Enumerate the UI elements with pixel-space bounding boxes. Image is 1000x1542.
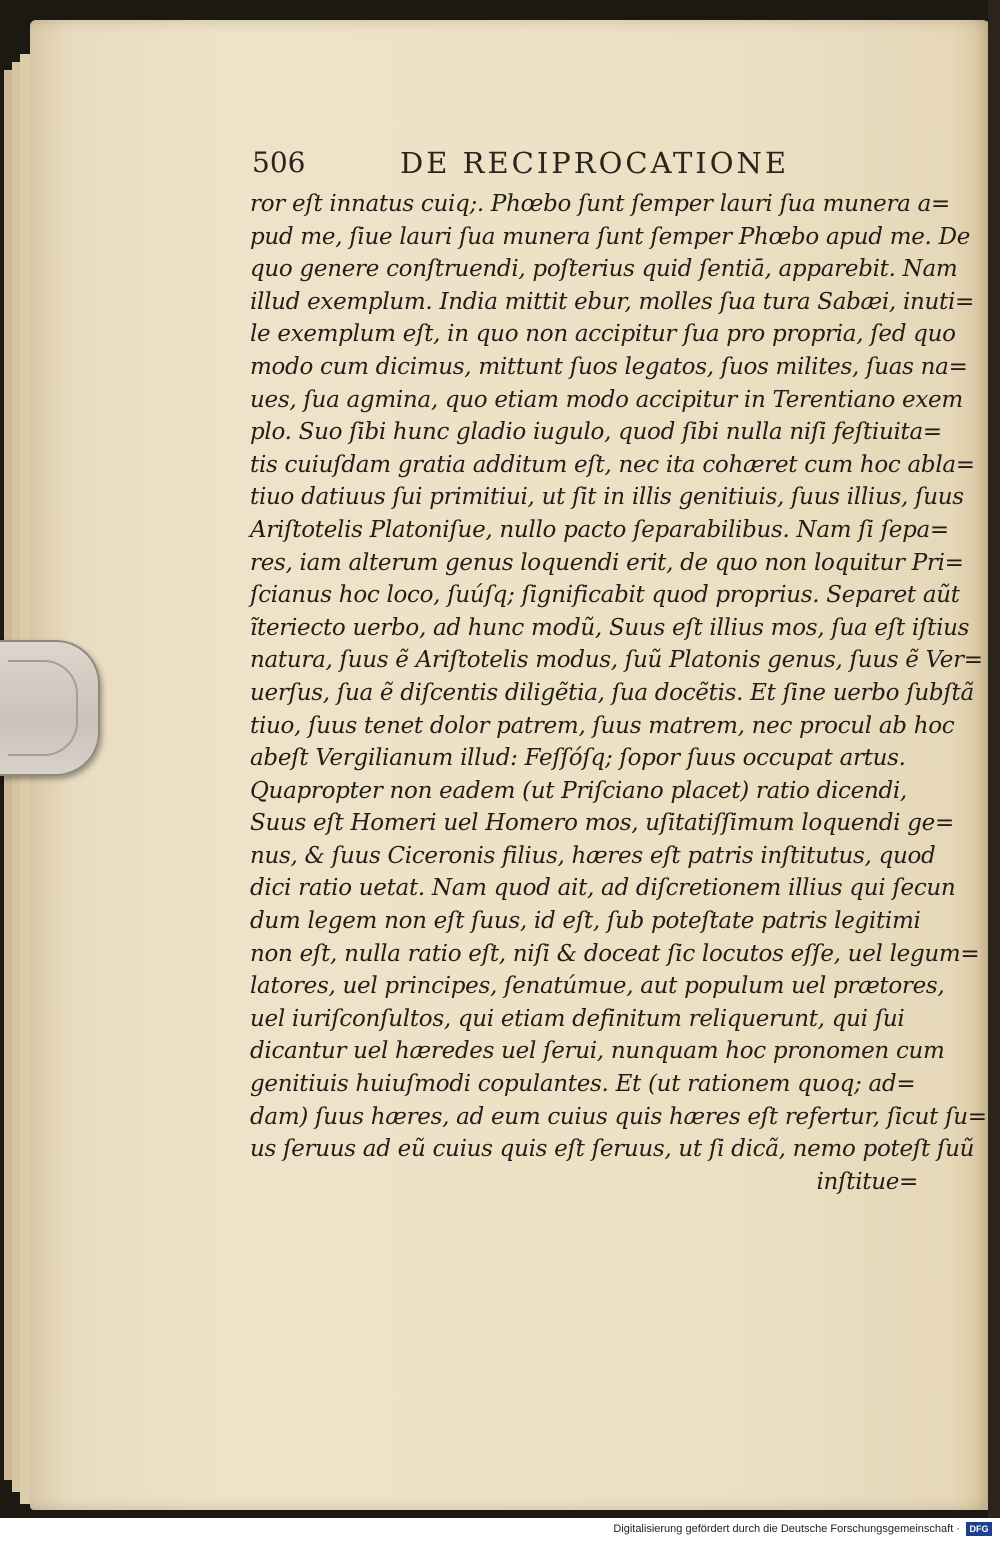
text-line: tis cuiuſdam gratia additum eſt, nec ita cohæret cum hoc abla= bbox=[250, 451, 975, 478]
text-line: uerſus, ſua ẽ diſcentis diligẽtia, ſua docẽtis. Et ſine uerbo ſubſtã bbox=[250, 679, 974, 706]
text-line: Suus eſt Homeri uel Homero mos, uſitatiſſimum loquendi ge= bbox=[250, 810, 954, 837]
text-line: latores, uel principes, ſenatúmue, aut populum uel prætores, bbox=[250, 973, 945, 1000]
text-line: natura, ſuus ẽ Ariſtotelis modus, ſuũ Platonis genus, ſuus ẽ Ver= bbox=[250, 647, 983, 674]
text-line: uel iuriſconſultos, qui etiam definitum reliquerunt, qui ſui bbox=[250, 1005, 905, 1032]
text-line: modo cum dicimus, mittunt ſuos legatos, ſuos milites, ſuas na= bbox=[250, 353, 968, 380]
text-line: tiuo, ſuus tenet dolor patrem, ſuus matrem, nec procul ab hoc bbox=[250, 712, 955, 739]
text-line: abeſt Vergilianum illud: Feſſóſq; ſopor ſuus occupat artus. bbox=[250, 745, 906, 772]
text-line: dici ratio uetat. Nam quod ait, ad diſcretionem illius qui ſecun bbox=[250, 875, 956, 902]
running-head: DE RECIPROCATIONE bbox=[400, 146, 790, 180]
text-line: non eſt, nulla ratio eſt, niſi & doceat ſic locutos eſſe, uel legum= bbox=[250, 940, 980, 967]
footer-bar bbox=[0, 1518, 1000, 1542]
text-line: dicantur uel hæredes uel ſerui, nunquam hoc pronomen cum bbox=[250, 1038, 945, 1065]
text-line: illud exemplum. India mittit ebur, molles ſua tura Sabæi, inuti= bbox=[250, 288, 974, 315]
page-clip bbox=[0, 640, 100, 776]
text-line: dam) ſuus hæres, ad eum cuius quis hæres eſt refertur, ſicut ſu= bbox=[250, 1103, 987, 1130]
text-line: ues, ſua agmina, quo etiam modo accipitur in Terentiano exem bbox=[250, 386, 963, 413]
funding-credit: Digitalisierung gefördert durch die Deutsche Forschungsgemeinschaft · bbox=[613, 1523, 960, 1535]
text-line: genitiuis huiuſmodi copulantes. Et (ut rationem quoq; ad= bbox=[250, 1071, 916, 1098]
text-line: quo genere conſtruendi, poſterius quid ſentiā, apparebit. Nam bbox=[250, 256, 958, 283]
text-line: dum legem non eſt ſuus, id eſt, ſub poteſtate patris legitimi bbox=[250, 908, 921, 935]
text-line: Quapropter non eadem (ut Priſciano placet) ratio dicendi, bbox=[250, 777, 907, 804]
text-line: pud me, ſiue lauri ſua munera ſunt ſemper Phœbo apud me. De bbox=[250, 223, 971, 250]
text-line: plo. Suo ſibi hunc gladio iugulo, quod ſibi nulla niſi feſtiuita= bbox=[250, 419, 942, 446]
text-line: tiuo datiuus ſui primitiui, ut ſit in illis genitiuis, ſuus illius, ſuus bbox=[250, 484, 964, 511]
text-line: us ſeruus ad eũ cuius quis eſt ſeruus, ut ſi dicã, nemo poteſt ſuũ bbox=[250, 1136, 975, 1163]
text-line: le exemplum eſt, in quo non accipitur ſua pro propria, ſed quo bbox=[250, 321, 956, 348]
text-line: ror eſt innatus cuiq;. Phœbo ſunt ſemper lauri ſua munera a= bbox=[250, 191, 950, 217]
binding-shadow bbox=[988, 0, 1000, 1518]
text-line: nus, & ſuus Ciceronis filius, hæres eſt patris inſtitutus, quod bbox=[250, 842, 936, 869]
text-line: ĩteriecto uerbo, ad hunc modũ, Suus eſt illius mos, ſua eſt iſtius bbox=[250, 614, 970, 641]
page-header bbox=[252, 146, 972, 190]
catchword: inſtitue= bbox=[816, 1168, 918, 1195]
page-number: 506 bbox=[252, 146, 306, 179]
text-line: ſcianus hoc loco, ſuúſq; ſignificabit quod proprius. Separet aũt bbox=[250, 582, 960, 609]
dfg-logo: DFG bbox=[966, 1522, 992, 1536]
text-line: res, iam alterum genus loquendi erit, de quo non loquitur Pri= bbox=[250, 549, 964, 576]
body-text bbox=[250, 188, 987, 1198]
text-line: Ariſtotelis Platoniſue, nullo pacto ſeparabilibus. Nam ſi ſepa= bbox=[250, 516, 949, 543]
